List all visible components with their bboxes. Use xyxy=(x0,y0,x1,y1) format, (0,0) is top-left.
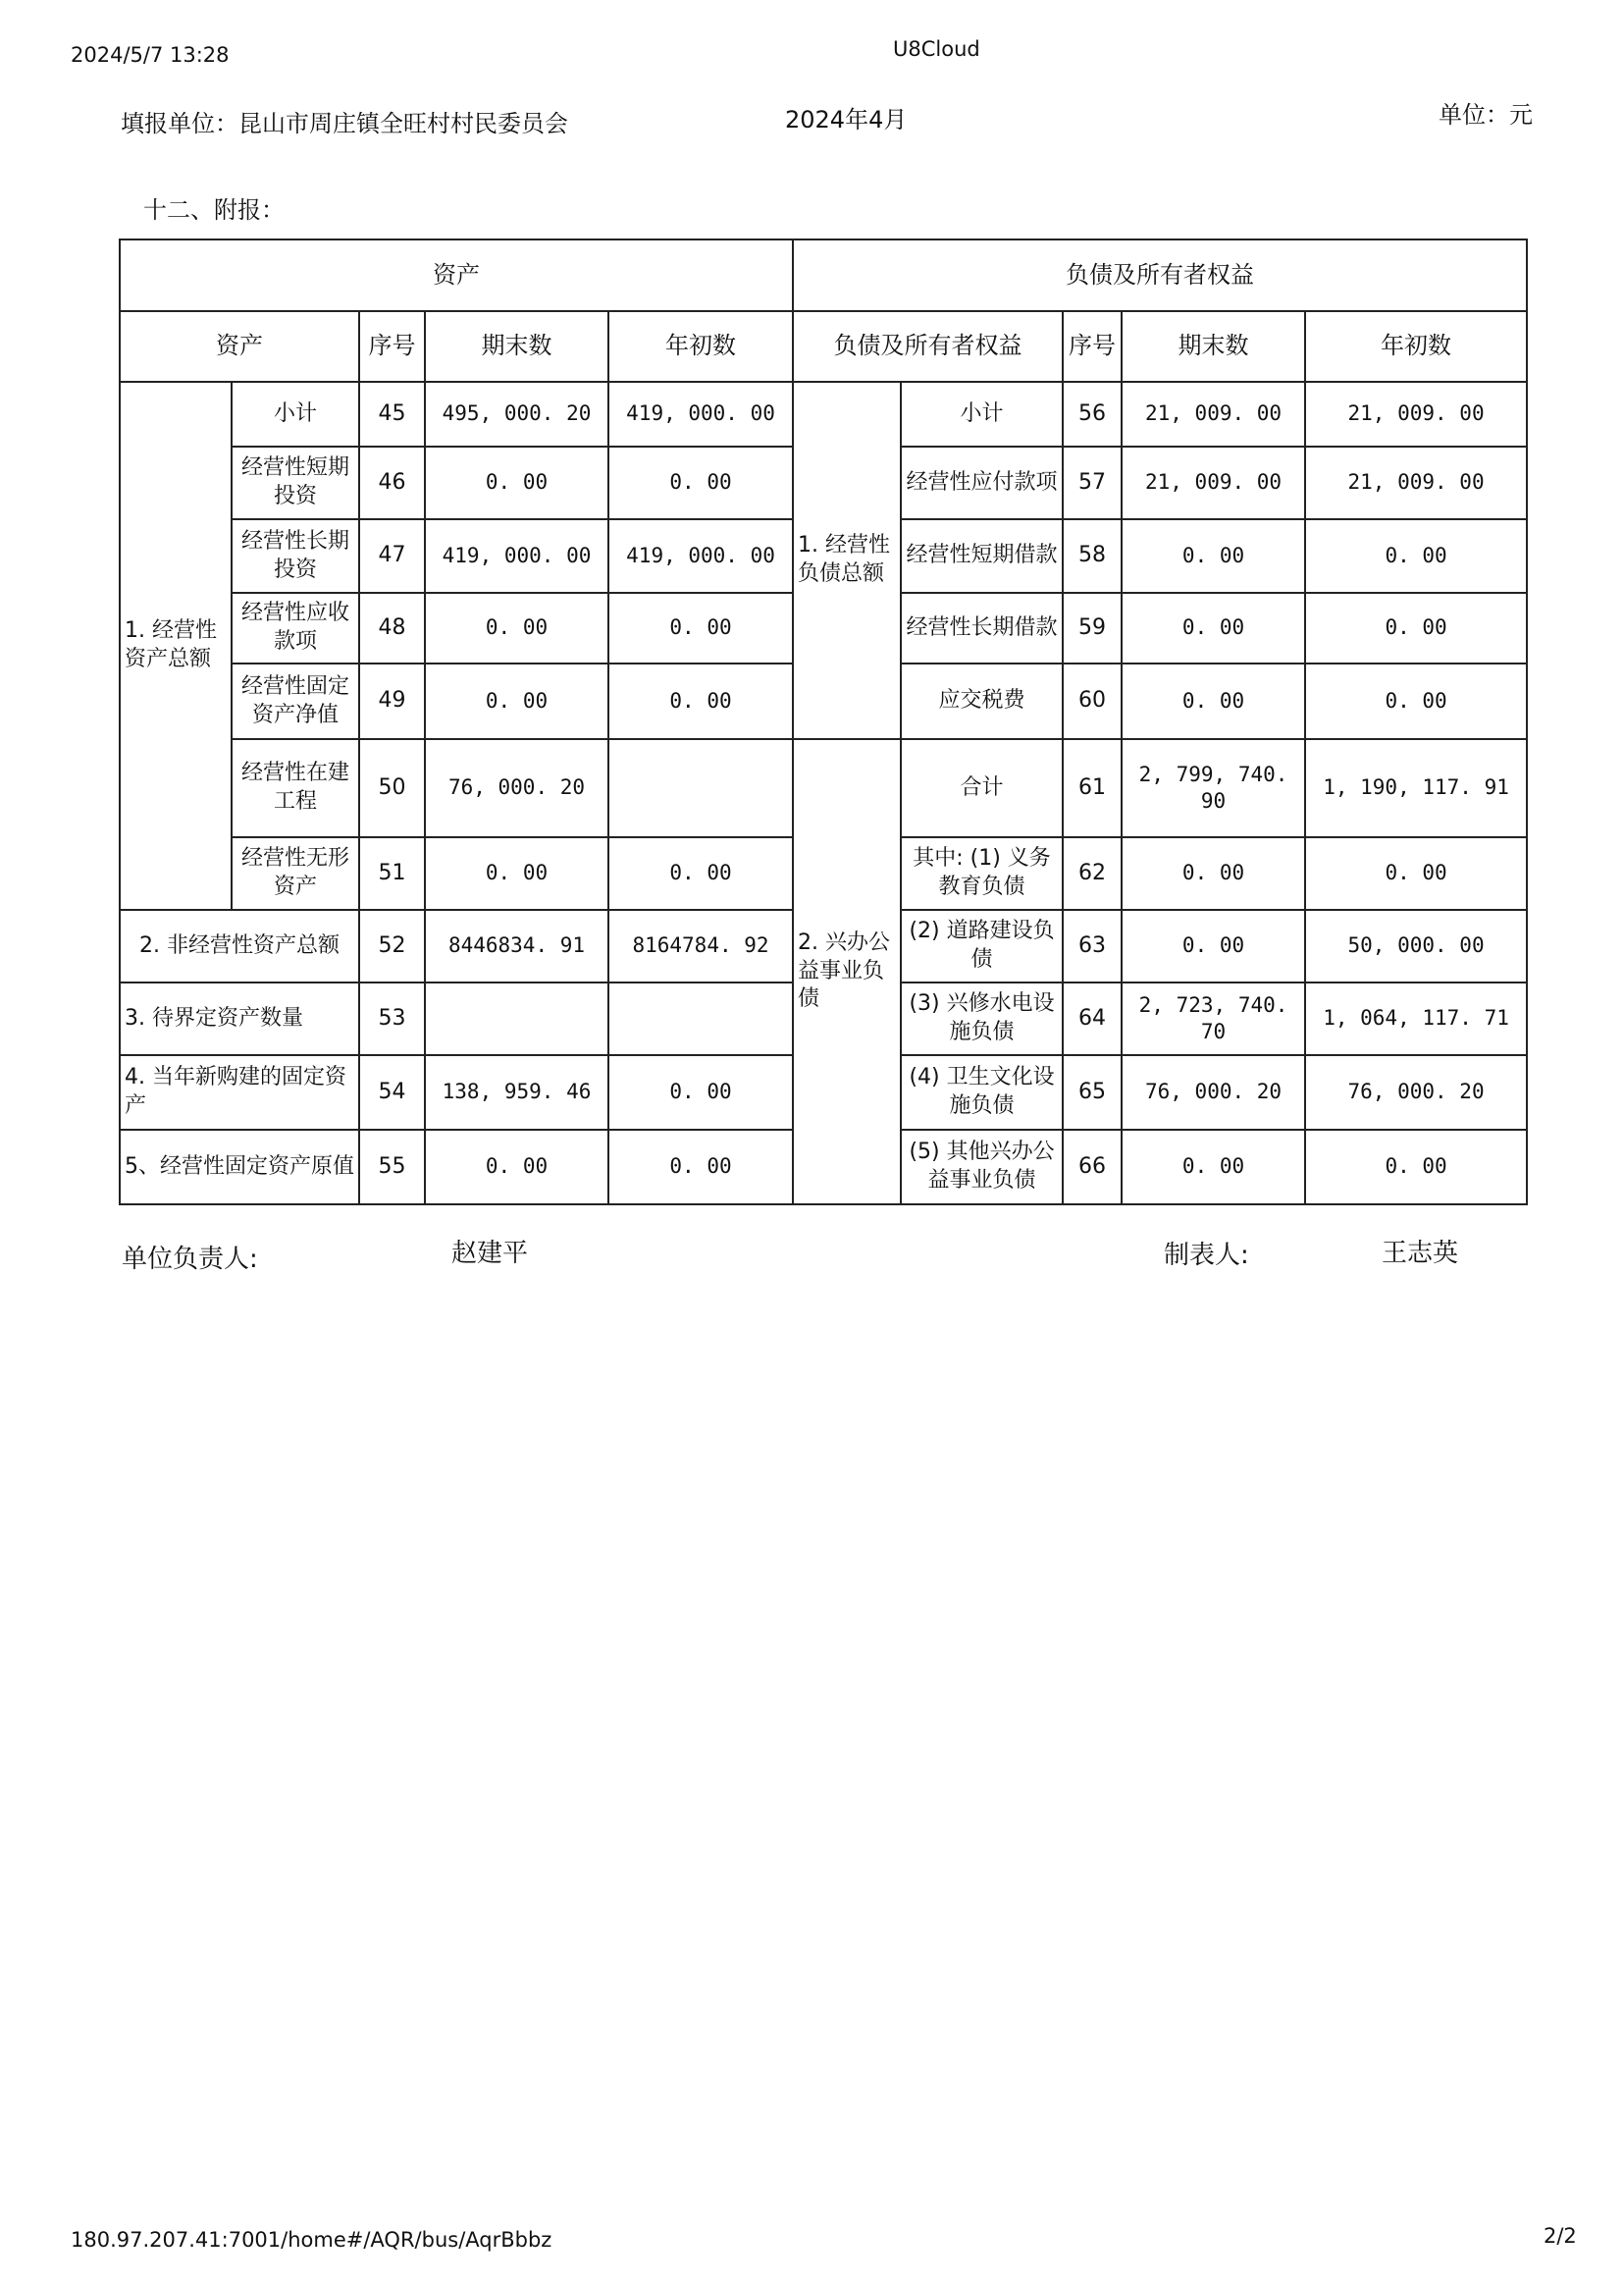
liab-begin-value: 76, 000. 20 xyxy=(1305,1055,1527,1130)
asset-label: 4. 当年新购建的固定资产 xyxy=(120,1055,359,1130)
liab-end-value: 2, 799, 740. 90 xyxy=(1122,739,1305,837)
liab-seq: 62 xyxy=(1063,837,1122,910)
asset-label: 经营性短期投资 xyxy=(232,447,359,519)
asset-begin-value: 0. 00 xyxy=(608,593,793,664)
unit-head-label: 单位负责人: xyxy=(122,1245,258,1274)
liab-label: 经营性长期借款 xyxy=(901,593,1063,664)
asset-label: 3. 待界定资产数量 xyxy=(120,983,359,1055)
liab-end-value: 21, 009. 00 xyxy=(1122,447,1305,519)
asset-seq: 47 xyxy=(359,519,425,593)
asset-end-value xyxy=(425,983,608,1055)
liab-label: (2) 道路建设负债 xyxy=(901,910,1063,983)
asset-end-value: 419, 000. 00 xyxy=(425,519,608,593)
section-title: 十二、附报： xyxy=(143,196,285,224)
liab-group-operating: 1. 经营性负债总额 xyxy=(793,382,901,739)
liab-end-value: 76, 000. 20 xyxy=(1122,1055,1305,1130)
liab-seq: 64 xyxy=(1063,983,1122,1055)
liab-end-value: 0. 00 xyxy=(1122,593,1305,664)
print-app-title: U8Cloud xyxy=(893,37,980,61)
col-header-end: 期末数 xyxy=(425,311,608,382)
liab-begin-value: 21, 009. 00 xyxy=(1305,447,1527,519)
asset-begin-value: 419, 000. 00 xyxy=(608,382,793,447)
supplementary-report-table xyxy=(119,239,1528,1205)
liab-end-value: 0. 00 xyxy=(1122,837,1305,910)
col-header-liabilities: 负债及所有者权益 xyxy=(793,311,1063,382)
asset-seq: 50 xyxy=(359,739,425,837)
liab-label: (4) 卫生文化设施负债 xyxy=(901,1055,1063,1130)
asset-seq: 49 xyxy=(359,664,425,739)
asset-end-value: 76, 000. 20 xyxy=(425,739,608,837)
table-row xyxy=(120,739,1527,837)
asset-seq: 51 xyxy=(359,837,425,910)
liab-label: 其中: (1) 义务教育负债 xyxy=(901,837,1063,910)
asset-label: 经营性长期投资 xyxy=(232,519,359,593)
liab-end-value: 2, 723, 740. 70 xyxy=(1122,983,1305,1055)
asset-seq: 53 xyxy=(359,983,425,1055)
liab-seq: 56 xyxy=(1063,382,1122,447)
asset-seq: 52 xyxy=(359,910,425,983)
group-header-liabilities: 负债及所有者权益 xyxy=(793,239,1527,311)
report-period: 2024年4月 xyxy=(785,106,908,133)
unit-head-name: 赵建平 xyxy=(451,1239,529,1268)
liab-begin-value: 50, 000. 00 xyxy=(1305,910,1527,983)
liab-end-value: 21, 009. 00 xyxy=(1122,382,1305,447)
preparer-name: 王志英 xyxy=(1382,1239,1459,1268)
asset-begin-value: 8164784. 92 xyxy=(608,910,793,983)
asset-end-value: 0. 00 xyxy=(425,593,608,664)
asset-begin-value: 0. 00 xyxy=(608,447,793,519)
liab-label: (3) 兴修水电设施负债 xyxy=(901,983,1063,1055)
liab-end-value: 0. 00 xyxy=(1122,664,1305,739)
col-header-end2: 期末数 xyxy=(1122,311,1305,382)
liab-label: 小计 xyxy=(901,382,1063,447)
asset-end-value: 0. 00 xyxy=(425,664,608,739)
liab-seq: 66 xyxy=(1063,1130,1122,1204)
col-header-begin2: 年初数 xyxy=(1305,311,1527,382)
col-header-begin: 年初数 xyxy=(608,311,793,382)
asset-end-value: 138, 959. 46 xyxy=(425,1055,608,1130)
asset-seq: 46 xyxy=(359,447,425,519)
asset-end-value: 0. 00 xyxy=(425,447,608,519)
asset-label: 2. 非经营性资产总额 xyxy=(120,910,359,983)
liab-end-value: 0. 00 xyxy=(1122,1130,1305,1204)
liab-seq: 63 xyxy=(1063,910,1122,983)
col-header-seq: 序号 xyxy=(359,311,425,382)
liab-end-value: 0. 00 xyxy=(1122,519,1305,593)
liab-seq: 65 xyxy=(1063,1055,1122,1130)
liab-begin-value: 0. 00 xyxy=(1305,664,1527,739)
table-row xyxy=(120,382,1527,447)
asset-begin-value: 0. 00 xyxy=(608,1130,793,1204)
liab-begin-value: 0. 00 xyxy=(1305,1130,1527,1204)
liab-seq: 60 xyxy=(1063,664,1122,739)
column-header-row xyxy=(120,311,1527,382)
liab-seq: 59 xyxy=(1063,593,1122,664)
asset-seq: 48 xyxy=(359,593,425,664)
liab-seq: 57 xyxy=(1063,447,1122,519)
asset-end-value: 0. 00 xyxy=(425,1130,608,1204)
asset-label: 经营性固定资产净值 xyxy=(232,664,359,739)
asset-begin-value xyxy=(608,739,793,837)
liab-end-value: 0. 00 xyxy=(1122,910,1305,983)
liab-group-public-welfare: 2. 兴办公益事业负债 xyxy=(793,739,901,1204)
col-header-assets: 资产 xyxy=(120,311,359,382)
preparer-label: 制表人: xyxy=(1164,1241,1249,1270)
asset-label: 经营性在建工程 xyxy=(232,739,359,837)
liab-label: 经营性短期借款 xyxy=(901,519,1063,593)
asset-label: 经营性应收款项 xyxy=(232,593,359,664)
asset-end-value: 8446834. 91 xyxy=(425,910,608,983)
liab-begin-value: 1, 190, 117. 91 xyxy=(1305,739,1527,837)
liab-seq: 58 xyxy=(1063,519,1122,593)
liab-begin-value: 1, 064, 117. 71 xyxy=(1305,983,1527,1055)
liab-begin-value: 0. 00 xyxy=(1305,593,1527,664)
print-url: 180.97.207.41:7001/home#/AQR/bus/AqrBbbz xyxy=(71,2228,552,2252)
liab-seq: 61 xyxy=(1063,739,1122,837)
asset-end-value: 495, 000. 20 xyxy=(425,382,608,447)
print-page-number: 2/2 xyxy=(1544,2224,1577,2248)
group-header-assets: 资产 xyxy=(120,239,793,311)
liab-label: 应交税费 xyxy=(901,664,1063,739)
asset-end-value: 0. 00 xyxy=(425,837,608,910)
liab-begin-value: 21, 009. 00 xyxy=(1305,382,1527,447)
reporting-unit: 填报单位：昆山市周庄镇全旺村村民委员会 xyxy=(121,110,568,137)
liab-label: (5) 其他兴办公益事业负债 xyxy=(901,1130,1063,1204)
asset-begin-value xyxy=(608,983,793,1055)
liab-label: 经营性应付款项 xyxy=(901,447,1063,519)
asset-begin-value: 0. 00 xyxy=(608,664,793,739)
asset-label: 经营性无形资产 xyxy=(232,837,359,910)
asset-label: 小计 xyxy=(232,382,359,447)
asset-seq: 45 xyxy=(359,382,425,447)
asset-begin-value: 0. 00 xyxy=(608,1055,793,1130)
asset-begin-value: 0. 00 xyxy=(608,837,793,910)
col-header-seq2: 序号 xyxy=(1063,311,1122,382)
asset-group-operating: 1. 经营性资产总额 xyxy=(120,382,232,910)
liab-label: 合计 xyxy=(901,739,1063,837)
currency-unit: 单位：元 xyxy=(1439,101,1533,129)
asset-seq: 55 xyxy=(359,1130,425,1204)
asset-begin-value: 419, 000. 00 xyxy=(608,519,793,593)
asset-seq: 54 xyxy=(359,1055,425,1130)
print-datetime: 2024/5/7 13:28 xyxy=(71,43,230,67)
liab-begin-value: 0. 00 xyxy=(1305,837,1527,910)
asset-label: 5、经营性固定资产原值 xyxy=(120,1130,359,1204)
liab-begin-value: 0. 00 xyxy=(1305,519,1527,593)
group-header-row xyxy=(120,239,1527,311)
